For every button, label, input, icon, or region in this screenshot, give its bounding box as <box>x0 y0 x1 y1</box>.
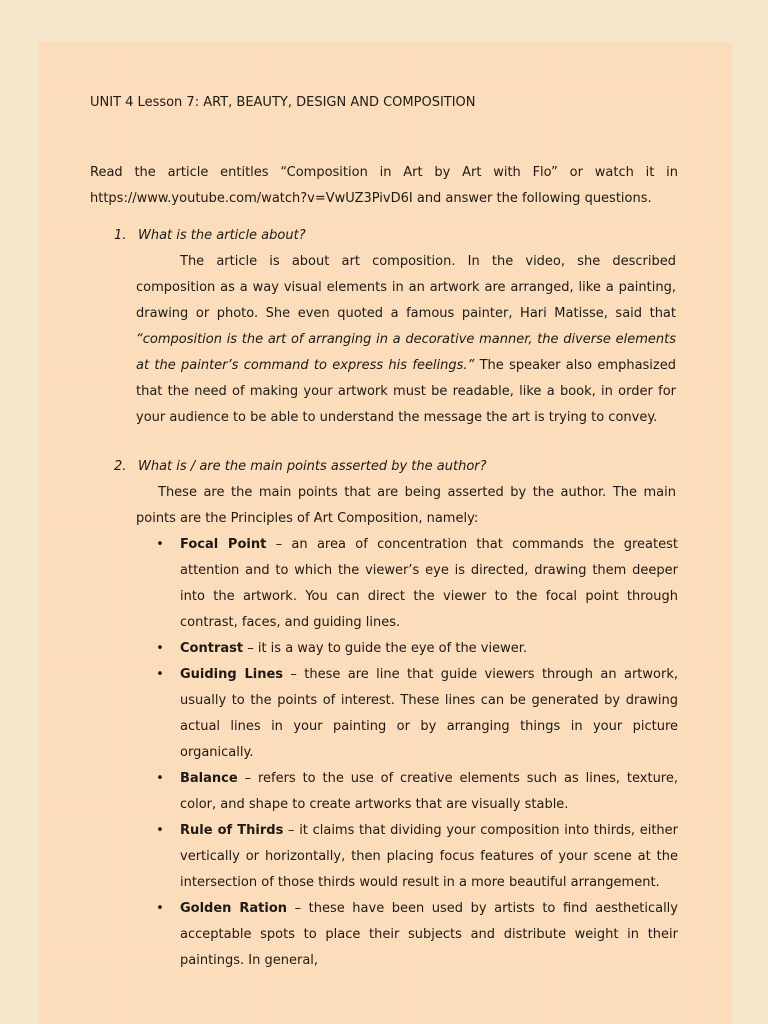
principle-term: Contrast <box>180 641 244 656</box>
principle-desc: – refers to the use of creative elements such as lines, texture, color, and shape to create artworks that are visually stable. <box>180 771 678 812</box>
principle-term: Rule of Thirds <box>180 823 284 838</box>
question-2-text: What is / are the main points asserted by the author? <box>138 459 487 474</box>
list-item <box>154 766 678 818</box>
document-title: UNIT 4 Lesson 7: ART, BEAUTY, DESIGN AND COMPOSITION <box>90 95 476 110</box>
bullet-icon: • <box>156 823 164 838</box>
list-item <box>154 662 678 766</box>
bullet-icon: • <box>156 667 164 682</box>
answer-1-quote: “composition is the art of arranging in a decorative manner, the diverse elements at the painter’s command to express his feelings.” <box>136 332 676 373</box>
principles-list <box>154 532 678 974</box>
question-2-number: 2. <box>114 459 127 474</box>
question-1-text: What is the article about? <box>138 228 306 243</box>
question-1-number: 1. <box>114 228 127 243</box>
list-item <box>154 532 678 636</box>
answer-2 <box>136 480 676 532</box>
principle-term: Focal Point <box>180 537 267 552</box>
answer-1 <box>136 249 676 431</box>
bullet-icon: • <box>156 901 164 916</box>
bullet-icon: • <box>156 537 164 552</box>
bullet-icon: • <box>156 771 164 786</box>
intro-paragraph: Read the article entitles “Composition in Art by Art with Flo” or watch it in https://www.youtube.com/watch?v=VwUZ3PivD6I and answer the following questions. <box>90 165 678 206</box>
bullet-icon: • <box>156 641 164 656</box>
list-item <box>154 896 678 974</box>
answer-1-part1: The article is about art composition. In the video, she described composition as a way visual elements in an artwork are arranged, like a painting, drawing or photo. She even quoted a famous painter, Hari Matisse, said that <box>136 254 676 321</box>
principle-term: Balance <box>180 771 238 786</box>
principle-term: Golden Ration <box>180 901 288 916</box>
list-item <box>154 636 678 662</box>
principle-desc: – it is a way to guide the eye of the viewer. <box>243 641 528 656</box>
principle-desc: – it claims that dividing your composition into thirds, either vertically or horizontally, then placing focus features of your scene at the intersection of those thirds would result in a more beautiful arrangement. <box>180 823 678 890</box>
question-2 <box>114 454 674 480</box>
question-1 <box>114 223 674 249</box>
principle-desc: – these have been used by artists to find aesthetically acceptable spots to place their subjects and distribute weight in their paintings. In general, <box>180 901 678 968</box>
principle-desc: – these are line that guide viewers through an artwork, usually to the points of interest. These lines can be generated by drawing actual lines in your painting or by arranging things in your picture organically. <box>180 667 678 760</box>
list-item <box>154 818 678 896</box>
principle-term: Guiding Lines <box>180 667 284 682</box>
answer-1-part2: The speaker also emphasized that the need of making your artwork must be readable, like a book, in order for your audience to be able to understand the message the art is trying to convey. <box>136 358 676 425</box>
principle-desc: – an area of concentration that commands the greatest attention and to which the viewer’s eye is directed, drawing them deeper into the artwork. You can direct the viewer to the focal point through contrast, faces, and guiding lines. <box>180 537 678 630</box>
answer-2-text: These are the main points that are being asserted by the author. The main points are the Principles of Art Composition, namely: <box>136 485 676 526</box>
document-page <box>38 42 732 1024</box>
